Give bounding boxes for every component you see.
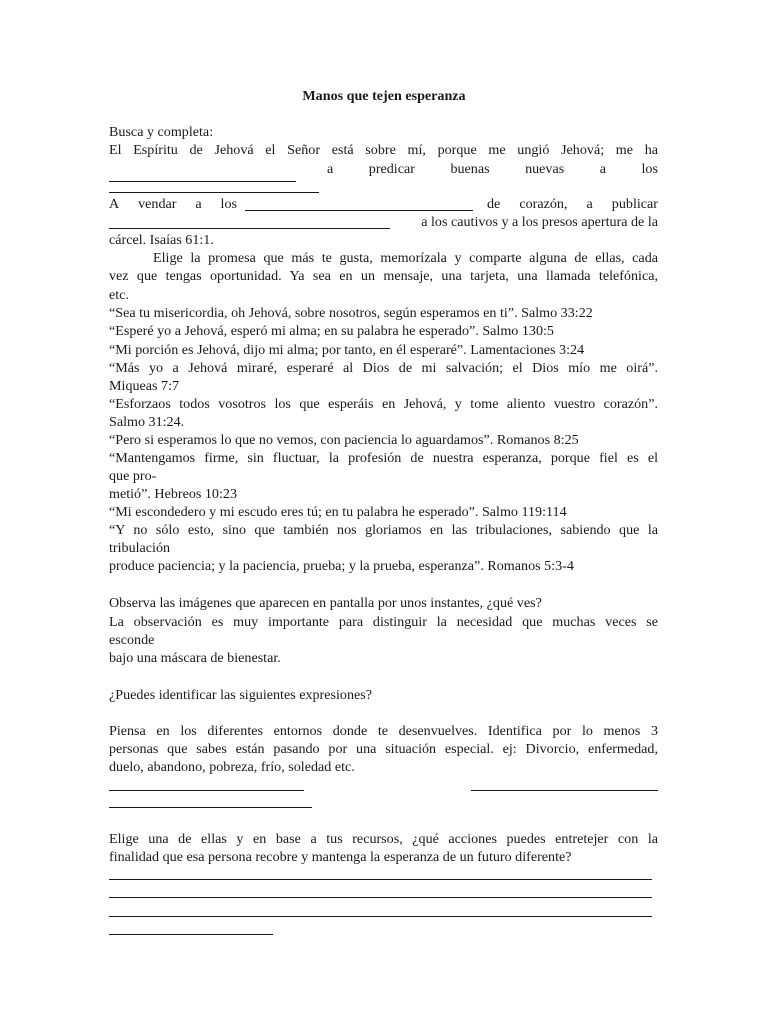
word: corazón, — [519, 196, 568, 212]
answer-line[interactable] — [471, 790, 658, 791]
word: a — [195, 196, 202, 212]
instruction-text: La observación es muy importante para distinguir la necesidad que muchas veces se — [109, 614, 658, 630]
word: vendar — [138, 196, 177, 212]
question-text: ¿Puedes identificar las siguientes expresiones? — [109, 687, 372, 703]
instruction-text: etc. — [109, 287, 129, 303]
answer-line[interactable] — [109, 897, 652, 898]
word: a — [327, 161, 334, 177]
verse-line: tribulación — [109, 540, 171, 556]
verse-text — [109, 195, 237, 214]
word: predicar — [368, 161, 415, 177]
verse-line: produce paciencia; y la paciencia, prueba; y la prueba, esperanza”. Romanos 5:3-4 — [109, 558, 574, 574]
verse-text: cárcel. Isaías 61:1. — [109, 232, 214, 248]
verse-text: El Espíritu de Jehová el Señor está sobre mí, porque me ungió Jehová; me ha — [109, 142, 658, 158]
word: A — [109, 196, 120, 212]
verse-text — [327, 160, 658, 179]
verse-line: “Mantengamos firme, sin fluctuar, la profesión de nuestra esperanza, porque fiel es el — [109, 450, 658, 466]
verse-line: “Mi escondedero y mi escudo eres tú; en tu palabra he esperado”. Salmo 119:114 — [109, 504, 567, 520]
answer-line[interactable] — [109, 916, 652, 917]
word: los — [641, 161, 658, 177]
answer-line[interactable] — [109, 807, 312, 808]
word: de — [487, 196, 501, 212]
instruction-text: Elige la promesa que más te gusta, memorízala y comparte alguna de ellas, cada — [153, 250, 658, 266]
page-title: Manos que tejen esperanza — [302, 88, 466, 104]
verse-line: “Esperé yo a Jehová, esperó mi alma; en su palabra he esperado”. Salmo 130:5 — [109, 323, 554, 339]
verse-line: Salmo 31:24. — [109, 414, 185, 430]
instruction-text: personas que sabes están pasando por una situación especial. ej: Divorcio, enfermedad, — [109, 741, 658, 757]
verse-line: “Pero si esperamos lo que no vemos, con paciencia lo aguardamos”. Romanos 8:25 — [109, 432, 579, 448]
verse-line: “Esforzaos todos vosotros los que esperáis en Jehová, y tome aliento vuestro corazón”. — [109, 396, 658, 412]
word: buenas — [450, 161, 490, 177]
word: a — [599, 161, 606, 177]
verse-line: Miqueas 7:7 — [109, 378, 180, 394]
blank-line[interactable] — [109, 192, 319, 193]
instruction-text: Elige una de ellas y en base a tus recursos, ¿qué acciones puedes entretejer con la — [109, 831, 658, 847]
word: publicar — [611, 196, 658, 212]
verse-text: a los cautivos y a los presos apertura de la — [421, 214, 658, 230]
instruction-text: bajo una máscara de bienestar. — [109, 650, 281, 666]
instruction-text: finalidad que esa persona recobre y mantenga la esperanza de un futuro diferente? — [109, 849, 572, 865]
answer-line[interactable] — [109, 879, 652, 880]
instruction-text: duelo, abandono, pobreza, frío, soledad etc. — [109, 759, 355, 775]
answer-line[interactable] — [109, 790, 304, 791]
verse-line: “Y no sólo esto, sino que también nos gloriamos en las tribulaciones, sabiendo que la — [109, 522, 658, 538]
instruction-text: esconde — [109, 632, 155, 648]
blank-line[interactable] — [109, 228, 390, 229]
blank-line[interactable] — [109, 181, 296, 182]
blank-line[interactable] — [245, 210, 473, 211]
answer-line[interactable] — [109, 934, 273, 935]
instruction-text: Observa las imágenes que aparecen en pantalla por unos instantes, ¿qué ves? — [109, 595, 542, 611]
instruction-text: vez que tengas oportunidad. Ya sea en un mensaje, una tarjeta, una llamada telefónica, — [109, 268, 658, 284]
word: nuevas — [525, 161, 565, 177]
verse-line: “Más yo a Jehová miraré, esperaré al Dios de mi salvación; el Dios mío me oirá”. — [109, 360, 658, 376]
instruction-text: Busca y completa: — [109, 124, 214, 140]
word: a — [586, 196, 593, 212]
verse-line: “Mi porción es Jehová, dijo mi alma; por tanto, en él esperaré”. Lamentaciones 3:24 — [109, 342, 585, 358]
instruction-text: Piensa en los diferentes entornos donde te desenvuelves. Identifica por lo menos 3 — [109, 723, 658, 739]
verse-text — [487, 195, 658, 214]
verse-line: que pro- — [109, 468, 157, 484]
verse-line: “Sea tu misericordia, oh Jehová, sobre nosotros, según esperamos en ti”. Salmo 33:22 — [109, 305, 593, 321]
verse-line: metió”. Hebreos 10:23 — [109, 486, 237, 502]
word: los — [220, 196, 237, 212]
